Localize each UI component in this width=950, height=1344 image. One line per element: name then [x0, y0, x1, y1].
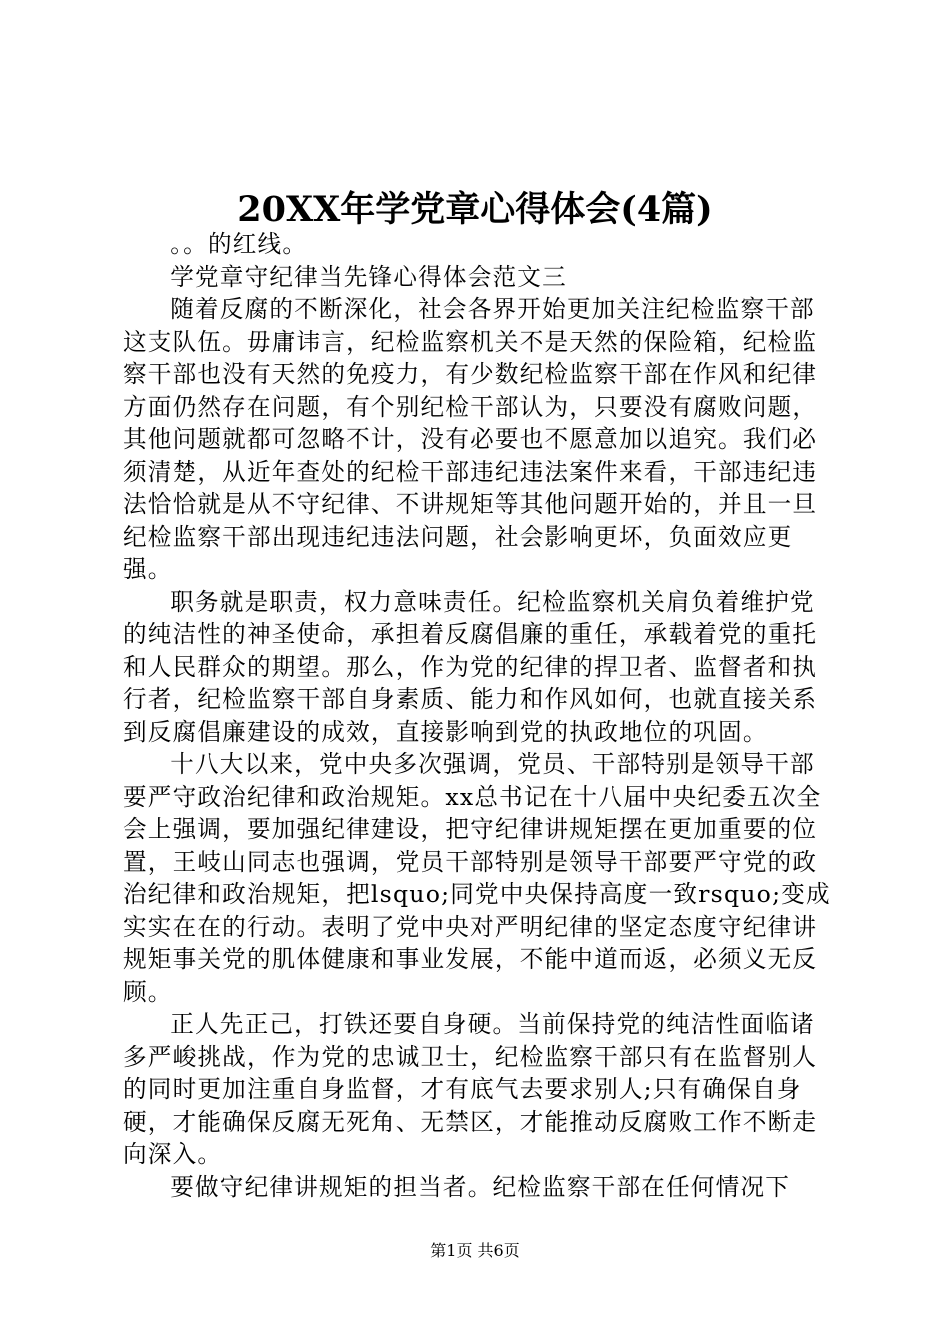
paragraph: 随着反腐的不断深化，社会各界开始更加关注纪检监察干部这支队伍。毋庸讳言，纪检监察机关不是天然的保险箱，纪检监察干部也没有天然的免疫力，有少数纪检监察干部在作风和纪律方面仍然存在问题，有个别纪检干部认为，只要没有腐败问题，其他问题就都可忽略不计，没有必要也不愿意加以追究。我们必须清楚，从近年查处的纪检干部违纪违法案件来看，干部违纪违法恰恰就是从不守纪律、不讲规矩等其他问题开始的，并且一旦纪检监察干部出现违纪违法问题，社会影响更坏，负面效应更强。 — [123, 295, 818, 583]
paragraph: 要做守纪律讲规矩的担当者。纪检监察干部在任何情况下 — [170, 1172, 791, 1201]
paragraph: 十八大以来，党中央多次强调，党员、干部特别是领导干部要严守政治纪律和政治规矩。xx总书记在十八届中央纪委五次全会上强调，要加强纪律建设，把守纪律讲规矩摆在更加重要的位置，王岐山同志也强调，党员干部特别是领导干部要严守党的政治纪律和政治规矩，把lsquo;同党中央保持高度一致rsquo;变成实实在在的行动。表明了党中央对严明纪律的坚定态度守纪律讲规矩事关党的肌体健康和事业发展，不能中道而返，必须义无反顾。 — [123, 750, 831, 1006]
paragraph: 正人先正己，打铁还要自身硬。当前保持党的纯洁性面临诸多严峻挑战，作为党的忠诚卫士，纪检监察干部只有在监督别人的同时更加注重自身监督，才有底气去要求别人;只有确保自身硬，才能确保反腐无死角、无禁区，才能推动反腐败工作不断走向深入。 — [123, 1010, 818, 1168]
document-body — [123, 228, 835, 1203]
document-title: 20XX年学党章心得体会(4篇) — [237, 189, 713, 230]
paragraph: 学党章守纪律当先锋心得体会范文三 — [170, 262, 567, 291]
page-footer: 第1页 共6页 — [430, 1241, 520, 1260]
paragraph: 。。的红线。 — [170, 230, 308, 258]
paragraph: 职务就是职责，权力意味责任。纪检监察机关肩负着维护党的纯洁性的神圣使命，承担着反腐倡廉的重任，承载着党的重托和人民群众的期望。那么，作为党的纪律的捍卫者、监督者和执行者，纪检监察干部自身素质、能力和作风如何，也就直接关系到反腐倡廉建设的成效，直接影响到党的执政地位的巩固。 — [123, 587, 818, 746]
